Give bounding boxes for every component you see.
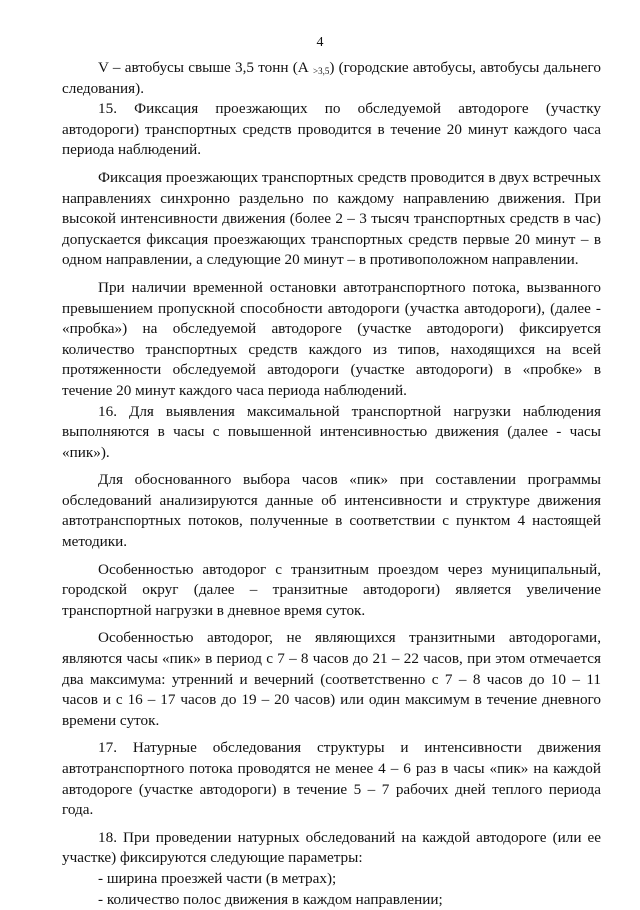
page-number: 4 (316, 35, 324, 50)
paragraph-item-17: 17. Натурные обследования структуры и интенсивности движения автотранспортного потока проводятся не менее 4 – 6 раз в часы «пик» на каждой автодороге (участке автодороги) в течение 5 – 7 рабочих дней теплого периода года. (62, 739, 601, 819)
document-body (62, 58, 601, 910)
paragraph-traffic-jam: При наличии временной остановки автотранспортного потока, вызванного превышением пропускной способности автодороги (участка автодороги), (далее - «пробка») на обследуемой автодороге (участке автодороги) фиксируется количество транспортных средств каждого из типов, находящихся на всей протяженности обследуемой автодороги (участке автодороги) в «пробке» в течение 20 минут каждого часа периода наблюдений. (62, 278, 601, 399)
paragraph-item-16: 16. Для выявления максимальной транспортной нагрузки наблюдения выполняются в часы с повышенной интенсивностью движения (далее - часы «пик»). (62, 402, 601, 461)
weight-subscript: >3,5 (313, 66, 330, 76)
paragraph-non-transit-roads: Особенностью автодорог, не являющихся транзитными автодорогами, являются часы «пик» в период с 7 – 8 часов до 21 – 22 часов, при этом отмечается два максимума: утренний и вечерний (соответственно с 7 – 8 часов до 10 – 11 часов и с 16 – 17 часов до 19 – 20 часов) или один максимум в течение дневного времени суток. (62, 629, 601, 729)
list-item-roadway-width: - ширина проезжей части (в метрах); (98, 869, 337, 887)
paragraph-bus-category-v (62, 58, 601, 99)
paragraph-bus-category-v-text-end: ) (городские автобусы, автобусы дальнего следования). (62, 59, 601, 97)
paragraph-bus-category-v-text: V – автобусы свыше 3,5 тонн (А (98, 59, 313, 76)
paragraph-recording-directions: Фиксация проезжающих транспортных средств проводится в двух встречных направлениях синхронно раздельно по каждому направлению движения. При высокой интенсивности движения (более 2 – 3 тысяч транспортных средств в час) допускается фиксация проезжающих транспортных средств первые 20 минут – в одном направлении, а следующие 20 минут – в противоположном направлении. (62, 168, 601, 269)
paragraph-peak-hours-selection: Для обоснованного выбора часов «пик» при составлении программы обследований анализируются данные об интенсивности и структуре движения автотранспортных потоков, полученные в соответствии с пунктом 4 настоящей методики. (62, 471, 601, 551)
paragraph-transit-roads: Особенностью автодорог с транзитным проездом через муниципальный, городской округ (далее – транзитные автодороги) является увеличение транспортной нагрузки в дневное время суток. (62, 560, 601, 619)
paragraph-item-15: 15. Фиксация проезжающих по обследуемой автодороге (участку автодороги) транспортных средств проводится в течение 20 минут каждого часа периода наблюдений. (62, 100, 601, 159)
paragraph-item-18: 18. При проведении натурных обследований на каждой автодороге (или ее участке) фиксируются следующие параметры: (62, 828, 601, 867)
list-item-lane-count: - количество полос движения в каждом направлении; (98, 890, 443, 908)
